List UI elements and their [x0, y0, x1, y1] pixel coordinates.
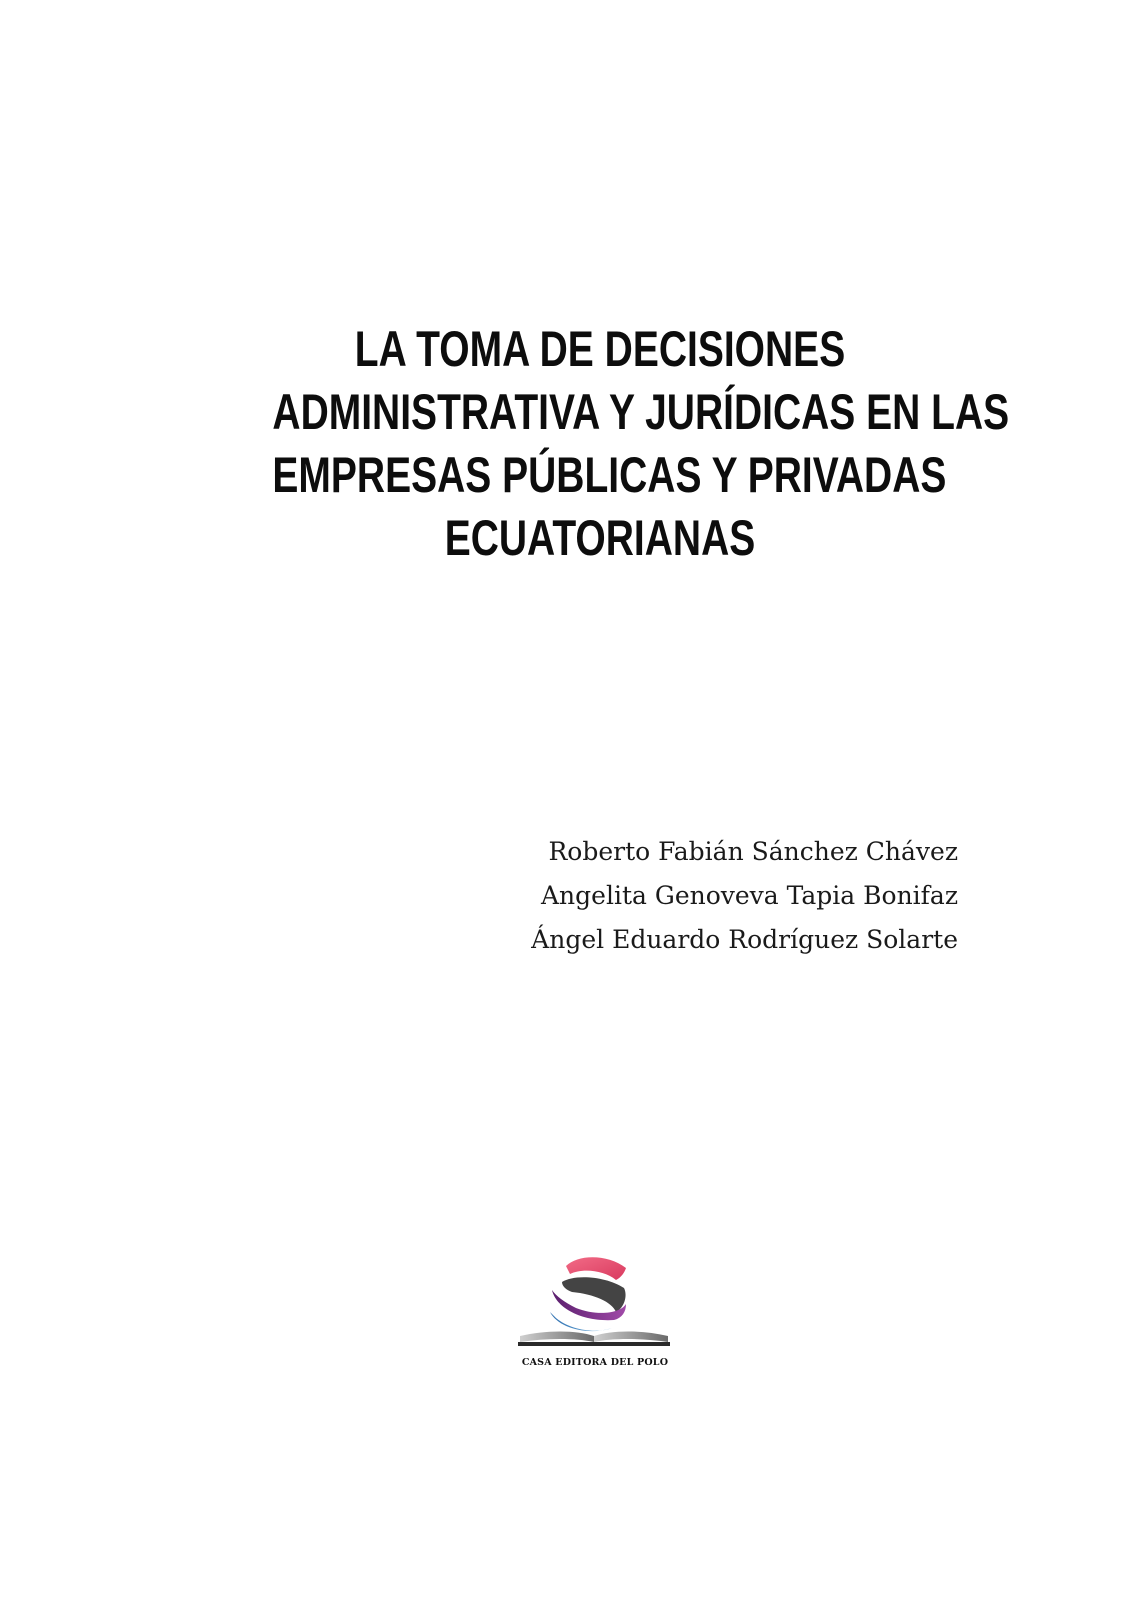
title-line: LA TOMA DE DECISIONES [354, 321, 846, 377]
logo-book-right [594, 1332, 668, 1343]
author-name: Roberto Fabián Sánchez Chávez [548, 837, 958, 866]
publisher-name: CASA EDITORA DEL POLO [521, 1357, 669, 1368]
author-name: Angelita Genoveva Tapia Bonifaz [541, 881, 958, 910]
logo-pink-band [566, 1257, 626, 1280]
logo-book-spine [518, 1342, 670, 1346]
title-line: EMPRESAS PÚBLICAS Y PRIVADAS [272, 447, 947, 503]
title-line: ECUATORIANAS [444, 510, 756, 566]
logo-graphic [516, 1252, 672, 1352]
title-line: ADMINISTRATIVA Y JURÍDICAS EN LAS [272, 384, 1010, 440]
logo-book-left [520, 1332, 594, 1343]
author-name: Ángel Eduardo Rodríguez Solarte [531, 925, 958, 954]
book-title [180, 318, 1020, 570]
author-list [531, 830, 958, 962]
